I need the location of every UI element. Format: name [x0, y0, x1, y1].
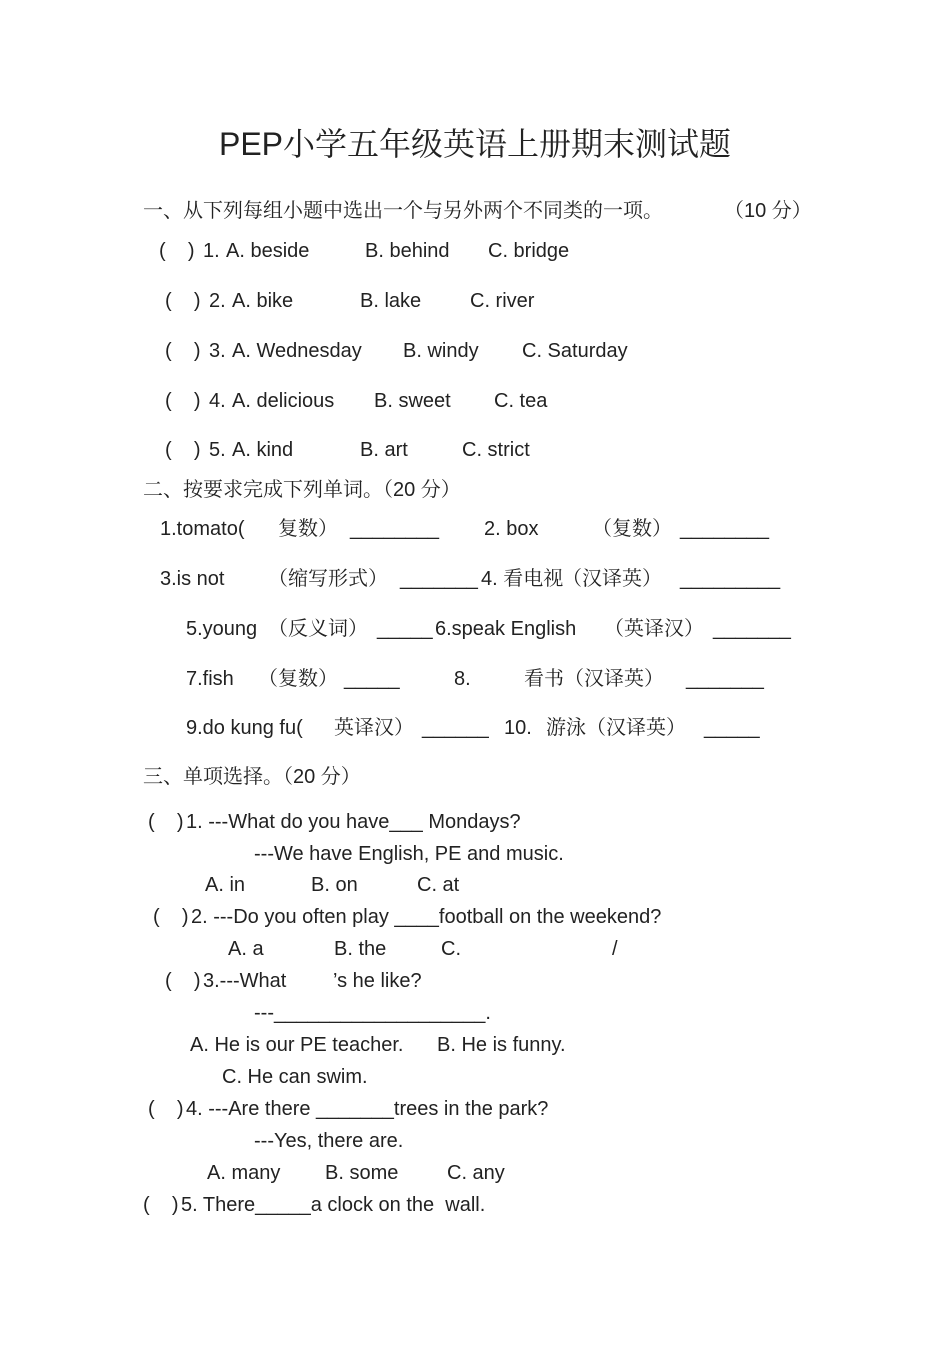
option-c: C. bridge	[488, 240, 570, 262]
question-text: 1. ---What do you have___ Mondays?	[186, 811, 521, 833]
question-answer-line: ---We have English, PE and music.	[254, 843, 564, 865]
word-requirement: （复数）	[258, 668, 338, 690]
word-item: 9.do kung fu(	[186, 717, 303, 739]
item-number: 4.	[209, 390, 226, 412]
option-a: A. beside	[226, 240, 310, 262]
word-item: 8.	[454, 668, 471, 690]
option-a: A. He is our PE teacher.	[190, 1034, 404, 1056]
option-c: C. Saturday	[522, 340, 628, 362]
word-item: 7.fish	[186, 668, 234, 690]
answer-paren[interactable]: ( )	[143, 1194, 179, 1216]
question-answer-line: ---Yes, there are.	[254, 1130, 404, 1152]
option-b: B. lake	[360, 290, 422, 312]
answer-blank[interactable]: _____	[344, 668, 400, 690]
answer-paren[interactable]: ( )	[165, 439, 201, 461]
option-b: B. windy	[403, 340, 479, 362]
item-number: 1.	[203, 240, 220, 262]
word-item: 1.tomato(	[160, 518, 245, 540]
item-number: 5.	[209, 439, 226, 461]
answer-paren[interactable]: ( )	[165, 290, 201, 312]
word-item: 5.young	[186, 618, 258, 640]
word-item: 10.	[504, 717, 532, 739]
word-item: 6.speak English	[435, 618, 577, 640]
option-b: B. behind	[365, 240, 450, 262]
option-b: B. some	[325, 1162, 399, 1184]
answer-blank[interactable]: _____	[377, 618, 433, 640]
question-text: 2. ---Do you often play ____football on the weekend?	[191, 906, 662, 928]
word-requirement: （英译汉）	[604, 618, 704, 640]
option-b: B. the	[334, 938, 387, 960]
option-c-slash: /	[612, 938, 618, 960]
option-a: A. a	[228, 938, 264, 960]
option-a: A. kind	[232, 439, 294, 461]
answer-blank[interactable]: _____	[704, 717, 760, 739]
answer-blank[interactable]: _______	[686, 668, 764, 690]
option-c: C. He can swim.	[222, 1066, 368, 1088]
answer-blank[interactable]: ________	[350, 518, 439, 540]
option-a: A. many	[207, 1162, 281, 1184]
option-a: A. Wednesday	[232, 340, 362, 362]
option-b: B. on	[311, 874, 358, 896]
question-text-tail: ’s he like?	[333, 970, 422, 992]
word-requirement: 复数）	[278, 518, 338, 540]
option-b: B. art	[360, 439, 408, 461]
section3-heading: 三、单项选择。（20 分）	[143, 766, 361, 788]
item-number: 3.	[209, 340, 226, 362]
answer-paren[interactable]: ( )	[153, 906, 189, 928]
section1-heading: 一、从下列每组小题中选出一个与另外两个不同类的一项。	[143, 200, 663, 222]
question-text: 5. There_____a clock on the wall.	[181, 1194, 486, 1216]
question-text: 4. ---Are there _______trees in the park?	[186, 1098, 549, 1120]
section1-score: （10 分）	[724, 200, 812, 222]
option-c: C. any	[447, 1162, 505, 1184]
answer-paren[interactable]: ( )	[165, 340, 201, 362]
word-requirement: （复数）	[592, 518, 672, 540]
option-c: C.	[441, 938, 461, 960]
answer-blank[interactable]: _______	[400, 568, 478, 590]
page-title: PEP小学五年级英语上册期末测试题	[218, 126, 732, 162]
word-requirement: （反义词）	[268, 618, 368, 640]
answer-paren[interactable]: ( )	[165, 970, 201, 992]
option-b: B. He is funny.	[437, 1034, 566, 1056]
answer-blank[interactable]: _________	[680, 568, 781, 590]
word-requirement: （汉译英）	[562, 568, 662, 590]
word-requirement: 看书（汉译英）	[524, 668, 664, 690]
word-requirement: （缩写形式）	[268, 568, 388, 590]
word-requirement: 游泳（汉译英）	[546, 717, 686, 739]
answer-paren[interactable]: ( )	[159, 240, 195, 262]
question-answer-line: ---___________________.	[254, 1002, 491, 1024]
word-item: 4. 看电视	[481, 568, 564, 590]
question-text: 3.---What	[203, 970, 287, 992]
option-a: A. bike	[232, 290, 294, 312]
option-b: B. sweet	[374, 390, 451, 412]
option-c: C. at	[417, 874, 460, 896]
option-c: C. strict	[462, 439, 530, 461]
option-a: A. in	[205, 874, 246, 896]
option-c: C. river	[470, 290, 535, 312]
answer-blank[interactable]: ______	[422, 717, 489, 739]
answer-blank[interactable]: ________	[680, 518, 769, 540]
word-item: 2. box	[484, 518, 539, 540]
answer-paren[interactable]: ( )	[165, 390, 201, 412]
item-number: 2.	[209, 290, 226, 312]
answer-paren[interactable]: ( )	[148, 1098, 184, 1120]
answer-blank[interactable]: _______	[713, 618, 791, 640]
option-c: C. tea	[494, 390, 548, 412]
section2-heading: 二、按要求完成下列单词。（20 分）	[143, 479, 461, 501]
option-a: A. delicious	[232, 390, 335, 412]
word-requirement: 英译汉）	[334, 717, 414, 739]
answer-paren[interactable]: ( )	[148, 811, 184, 833]
word-item: 3.is not	[160, 568, 225, 590]
